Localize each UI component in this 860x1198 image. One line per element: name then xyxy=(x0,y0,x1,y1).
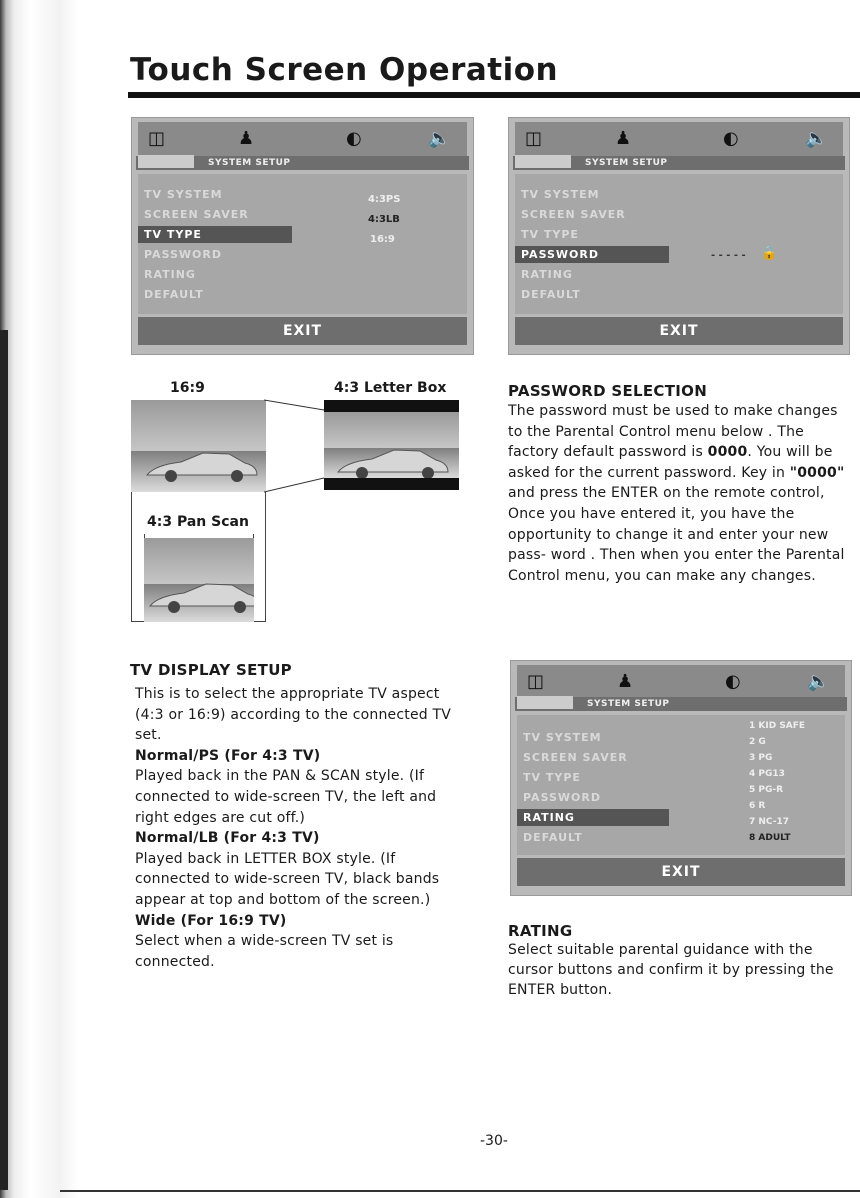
monitor-icon: ◫ xyxy=(148,128,166,149)
menu-default[interactable]: DEFAULT xyxy=(521,288,581,301)
car-illustration xyxy=(144,576,254,616)
lock-icon: 🔒 xyxy=(761,246,778,261)
exit-button[interactable]: EXIT xyxy=(138,317,467,345)
osd-screen-tv-type xyxy=(131,117,474,355)
rating-option[interactable]: 3 PG xyxy=(749,753,773,763)
speaker-icon: 🔈 xyxy=(428,128,451,149)
osd-icon-bar xyxy=(515,122,843,156)
image-letterbox xyxy=(324,400,459,490)
image-panscan xyxy=(144,538,254,622)
wide-text: Select when a wide-screen TV set is connected. xyxy=(135,933,394,970)
dial-icon: ◐ xyxy=(723,128,739,149)
user-screen-icon: ♟ xyxy=(615,128,632,149)
wide-title: Wide (For 16:9 TV) xyxy=(135,912,287,929)
tv-display-intro: This is to select the appropriate TV aspect (4:3 or 16:9) according to the connected TV set. xyxy=(135,686,452,744)
speaker-icon: 🔈 xyxy=(805,128,828,149)
menu-tv-type[interactable]: TV TYPE xyxy=(523,771,581,784)
label-16-9: 16:9 xyxy=(170,380,205,396)
menu-default[interactable]: DEFAULT xyxy=(144,288,204,301)
password-field[interactable]: - - - - - xyxy=(711,250,746,261)
option-43ps[interactable]: 4:3PS xyxy=(368,194,401,205)
car-illustration xyxy=(141,445,261,485)
rating-option[interactable]: 8 ADULT xyxy=(749,833,791,843)
osd-active-tab xyxy=(138,155,194,168)
osd-band-title: SYSTEM SETUP xyxy=(513,156,845,170)
menu-rating[interactable]: RATING xyxy=(144,268,196,281)
password-text: The password must be used to make changes to the Parental Control menu below . The factory default password is 0000. You will be asked for the current password. Key in "0000" and press the ENTER on the remote control, Once you have entered it, you have the opportunity to change it and enter your new pass- word . Then when you enter the Parental Control menu, you can make any changes. xyxy=(508,403,845,584)
title-rule xyxy=(128,92,860,98)
exit-button[interactable]: EXIT xyxy=(517,858,845,886)
speaker-icon: 🔈 xyxy=(807,671,830,692)
book-binding-shadow xyxy=(0,0,78,1198)
page-number: -30- xyxy=(480,1133,508,1149)
page-bottom-edge xyxy=(60,1190,860,1192)
osd-body xyxy=(517,715,845,855)
dial-icon: ◐ xyxy=(346,128,362,149)
menu-tv-system[interactable]: TV SYSTEM xyxy=(144,188,223,201)
ps-title: Normal/PS (For 4:3 TV) xyxy=(135,747,321,764)
rating-option[interactable]: 2 G xyxy=(749,737,766,747)
rating-option[interactable]: 5 PG-R xyxy=(749,785,784,795)
label-panscan: 4:3 Pan Scan xyxy=(147,514,249,530)
monitor-icon: ◫ xyxy=(527,671,545,692)
rating-text: Select suitable parental guidance with the cursor buttons and confirm it by pressing the ENTER button. xyxy=(508,942,834,998)
car-illustration xyxy=(332,442,452,478)
binding-edge xyxy=(0,330,8,1190)
rating-heading: RATING xyxy=(508,922,573,940)
osd-icon-bar xyxy=(517,665,845,699)
osd-screen-password xyxy=(508,117,850,355)
menu-password[interactable]: PASSWORD xyxy=(515,246,669,263)
tv-display-heading: TV DISPLAY SETUP xyxy=(130,661,292,679)
rating-option[interactable]: 1 KID SAFE xyxy=(749,721,806,731)
user-screen-icon: ♟ xyxy=(617,671,634,692)
rating-option[interactable]: 4 PG13 xyxy=(749,769,785,779)
menu-password[interactable]: PASSWORD xyxy=(144,248,223,261)
user-screen-icon: ♟ xyxy=(238,128,255,149)
osd-band-title: SYSTEM SETUP xyxy=(136,156,469,170)
rating-option[interactable]: 7 NC-17 xyxy=(749,817,789,827)
menu-tv-type[interactable]: TV TYPE xyxy=(138,226,292,243)
osd-body xyxy=(138,174,467,314)
menu-tv-type[interactable]: TV TYPE xyxy=(521,228,579,241)
exit-button[interactable]: EXIT xyxy=(515,317,843,345)
menu-password[interactable]: PASSWORD xyxy=(523,791,602,804)
lb-text: Played back in LETTER BOX style. (If connected to wide-screen TV, black bands appear at top and bottom of the screen.) xyxy=(135,850,440,908)
menu-tv-system[interactable]: TV SYSTEM xyxy=(523,731,602,744)
menu-default[interactable]: DEFAULT xyxy=(523,831,583,844)
menu-screen-saver[interactable]: SCREEN SAVER xyxy=(144,208,249,221)
dial-icon: ◐ xyxy=(725,671,741,692)
monitor-icon: ◫ xyxy=(525,128,543,149)
option-169[interactable]: 16:9 xyxy=(370,234,395,245)
osd-body xyxy=(515,174,843,314)
menu-tv-system[interactable]: TV SYSTEM xyxy=(521,188,600,201)
osd-active-tab xyxy=(517,696,573,709)
password-heading: PASSWORD SELECTION xyxy=(508,382,708,400)
label-letterbox: 4:3 Letter Box xyxy=(334,380,447,396)
image-16-9 xyxy=(131,400,266,492)
menu-screen-saver[interactable]: SCREEN SAVER xyxy=(521,208,626,221)
menu-rating[interactable]: RATING xyxy=(517,809,669,826)
osd-band-title: SYSTEM SETUP xyxy=(515,697,847,711)
osd-screen-rating xyxy=(510,660,852,896)
page-title: Touch Screen Operation xyxy=(130,52,559,88)
menu-rating[interactable]: RATING xyxy=(521,268,573,281)
lb-title: Normal/LB (For 4:3 TV) xyxy=(135,830,320,847)
ps-text: Played back in the PAN & SCAN style. (If connected to wide-screen TV, the left and right edges are cut off.) xyxy=(135,768,437,826)
menu-screen-saver[interactable]: SCREEN SAVER xyxy=(523,751,628,764)
rating-option[interactable]: 6 R xyxy=(749,801,766,811)
osd-icon-bar xyxy=(138,122,467,156)
osd-active-tab xyxy=(515,155,571,168)
option-43lb[interactable]: 4:3LB xyxy=(368,214,400,225)
tv-display-text xyxy=(135,684,465,972)
